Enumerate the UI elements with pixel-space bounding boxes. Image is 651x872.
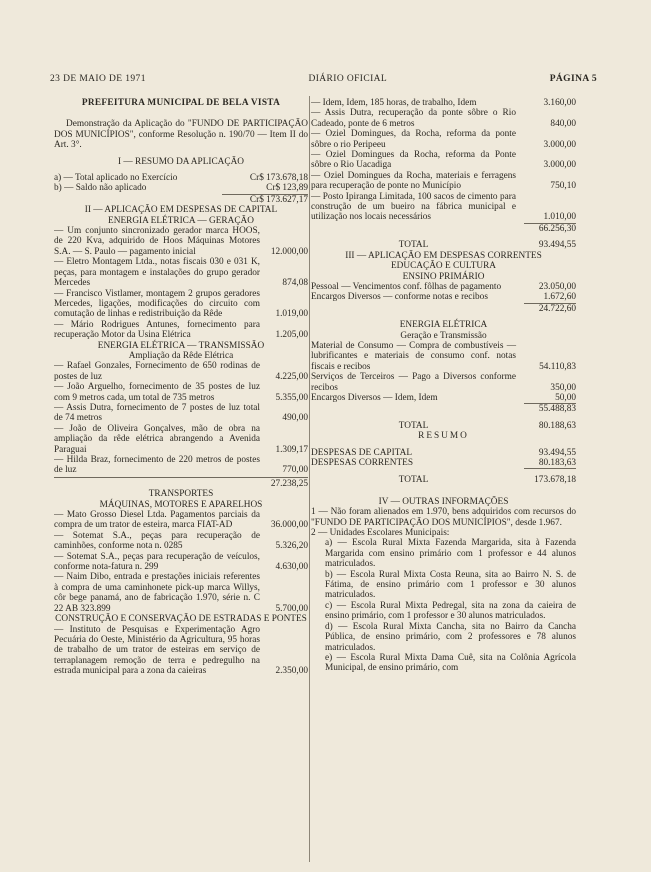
header-paper-name: DIÁRIO OFICIAL [308, 74, 388, 84]
resumo-label: DESPESAS CORRENTES [311, 458, 414, 468]
total-value: 80.188,63 [538, 420, 576, 431]
expense-entry [311, 341, 576, 372]
expense-entry [54, 552, 308, 573]
entry-text: — Oziel Domingues da Rocha, materiais e ferragens para recuperação de ponte no Município [311, 170, 516, 192]
entry-amount: 36.000,00 [270, 520, 308, 531]
resumo-value: 93.494,55 [538, 447, 576, 458]
expense-entry [54, 531, 308, 552]
entry-text: — Mário Rodrigues Antunes, fornecimento para recuperação Motor da Usina Elétrica [54, 319, 260, 341]
subtotal-value: 66.256,30 [538, 223, 576, 234]
entry-amount: 5.326,20 [275, 541, 308, 552]
entry-text: — Hilda Braz, fornecimento de 220 metros de postes de luz [54, 455, 260, 476]
entry-amount: 5.700,00 [275, 603, 308, 614]
entry-amount: 1.309,17 [275, 444, 308, 455]
school-item: b) — Escola Rural Mixta Costa Reuna, sita ao Bairro N. S. de Fátima, de ensino primário com 1 professor e 30 alunos matriculados. [325, 569, 576, 601]
summary-line [54, 183, 308, 193]
expense-entry [311, 393, 576, 403]
expense-entry [311, 192, 576, 223]
expense-entry [54, 625, 308, 677]
entry-text: — Assis Dutra, recuperação da ponte sôbre o Rio Cadeado, ponte de 6 metros [311, 108, 516, 129]
entry-amount: 4.630,00 [275, 562, 308, 573]
entry-amount: 3.000,00 [543, 139, 576, 150]
entry-amount: 874,08 [282, 278, 308, 289]
entry-text: Pessoal — Vencimentos conf. fôlhas de pagamento [311, 281, 502, 292]
entry-amount: 750,10 [550, 181, 576, 192]
entry-amount: 23.050,00 [538, 281, 576, 292]
total-value: 173.678,18 [534, 475, 576, 486]
resumo-label: DESPESAS DE CAPITAL [311, 447, 413, 458]
expense-entry [311, 150, 576, 171]
school-item: a) — Escola Rural Mixta Fazenda Margarida, sita à Fazenda Margarida com ensino primário com 1 professor e 44 alunos matriculados. [325, 538, 576, 570]
expense-entry [54, 289, 308, 320]
expense-entry [311, 129, 576, 150]
entry-text: Encargos Diversos — conforme notas e recibos [311, 292, 488, 303]
info-item: 2 — Unidades Escolares Municipais: [311, 528, 450, 539]
entry-amount: 3.160,00 [543, 98, 576, 108]
resumo-line [311, 458, 576, 468]
subtotal-value: 55.488,83 [538, 404, 576, 415]
resumo-line [311, 448, 576, 458]
expense-entry [311, 108, 576, 129]
entry-amount: 12.000,00 [270, 246, 308, 257]
subtotal-line [311, 304, 576, 314]
entry-text: — Francisco Vistlamer, montagem 2 grupos geradores Mercedes, ligações, modificações do circuito com comutação de linhas e redistribuição da Rêde [54, 288, 260, 320]
subtotal-line [311, 404, 576, 414]
entry-text: Encargos Diversos — Idem, Idem [311, 392, 438, 403]
subsection-heading: ENERGIA ELÉTRICA — TRANSMISSÃO [97, 340, 265, 351]
expense-entry [54, 361, 308, 382]
header-page-number: PÁGINA 5 [549, 74, 597, 84]
school-item: e) — Escola Rural Mixta Dama Cuê, sita na Colônia Agrícola Municipal, de ensino primário, com [325, 652, 576, 674]
entry-text: — Um conjunto sincronizado gerador marca HOOS, de 220 Kva, adquirido de Hoos Máquinas Motores S.A. — S. Paulo — pagamento inicial [54, 226, 260, 257]
entry-amount: 1.205,00 [275, 330, 308, 341]
expense-entry [311, 282, 576, 292]
entry-text: — Sotemat S.A., peças para recuperação de caminhões, conforme nota n. 0285 [54, 530, 260, 552]
entry-text: — Assis Dutra, fornecimento de 7 postes de luz total de 74 metros [54, 402, 260, 424]
expense-entry [54, 403, 308, 424]
section-heading: I — RESUMO DA APLICAÇÃO [117, 156, 245, 167]
resumo-value: 80.183,63 [538, 458, 576, 468]
entry-amount: 490,00 [282, 413, 308, 424]
entry-amount: 1.010,00 [543, 212, 576, 223]
total-label: TOTAL [398, 420, 429, 431]
summary-line [54, 173, 308, 183]
summary-total-value: Cr$ 173.627,17 [249, 194, 308, 205]
expense-entry [54, 320, 308, 341]
entry-amount: 3.000,00 [543, 160, 576, 171]
summary-total [54, 195, 308, 205]
entry-amount: 1.672,60 [543, 292, 576, 303]
section-heading: III — APLICAÇÃO EM DESPESAS CORRENTES [345, 250, 542, 261]
total-line [311, 421, 576, 431]
subsection-heading: EDUCAÇÃO E CULTURA [390, 261, 497, 272]
entry-amount: 840,00 [550, 118, 576, 129]
entry-text: — Eletro Montagem Ltda., notas fiscais 030 e 031 K, peças, para montagem e instalações do grupo gerador Mercedes [54, 257, 260, 289]
subsection-subheading: Geração e Transmissão [400, 330, 487, 341]
entry-amount: 770,00 [282, 465, 308, 476]
subtotal-line [311, 224, 576, 234]
entry-text: Material de Consumo — Compra de combustíveis — lubrificantes e materiais de consumo conf. notas fiscais e recibos [311, 340, 516, 372]
entry-text: Serviços de Terceiros — Pago a Diversos conforme recibos [311, 372, 516, 393]
entry-text: — João Arguelho, fornecimento de 35 postes de luz com 9 metros cada, um total de 735 metros [54, 382, 260, 403]
section-heading: TRANSPORTES [148, 489, 214, 500]
expense-entry [54, 510, 308, 531]
subsection-heading: ENERGIA ELÉTRICA [399, 320, 488, 331]
summary-value: Cr$ 123,89 [266, 183, 308, 194]
summary-label: b) — Saldo não aplicado [54, 183, 147, 194]
entry-text: — Posto Ipiranga Limitada, 100 sacos de cimento para construção de um bueiro na fábrica municipal e utilização nos locais necessários [311, 191, 516, 223]
header-date: 23 DE MAIO DE 1971 [50, 74, 146, 84]
expense-entry [54, 572, 308, 614]
subsection-heading: ENERGIA ELÉTRICA — GERAÇÃO [108, 215, 254, 226]
entry-amount: 50,00 [555, 392, 576, 403]
subsection-subheading: Ampliação da Rêde Elétrica [128, 350, 234, 361]
total-value: 93.494,55 [538, 240, 576, 251]
entry-text: — Idem, Idem, 185 horas, de trabalho, Idem [311, 98, 477, 108]
expense-entry [311, 171, 576, 192]
subtotal-value: 24.722,60 [538, 303, 576, 314]
entry-text: — Naim Dibo, entrada e prestações iniciais referentes à compra de uma caminhonete pick-up marca Willys, côr bege panamá, ano de fabricação 1.970, série n. C 22 AB 323.899 [54, 572, 260, 614]
subtotal-line [54, 479, 308, 489]
expense-entry [54, 424, 308, 455]
total-line [311, 475, 576, 485]
left-column [54, 98, 308, 864]
section-heading: II — APLICAÇÃO EM DESPESAS DE CAPITAL [84, 205, 278, 216]
document-title: PREFEITURA MUNICIPAL DE BELA VISTA [81, 98, 281, 108]
expense-entry [54, 226, 308, 257]
summary-value: Cr$ 173.678,18 [249, 173, 308, 184]
expense-entry [54, 382, 308, 403]
intro-paragraph: Demonstração da Aplicação do "FUNDO DE PARTICIPAÇÃO DOS MUNICÍPIOS", conforme Resolução n. 190/70 — Item II do Art. 3°. [54, 119, 308, 151]
section-heading: CONSTRUÇÃO E CONSERVAÇÃO DE ESTRADAS E PONTES [55, 614, 307, 625]
entry-amount: 2.350,00 [275, 666, 308, 677]
school-item: c) — Escola Rural Mixta Pedregal, sita na zona da caieira de ensino primário, com 1 professor e 30 alunos matriculados. [325, 600, 576, 622]
entry-text: — João de Oliveira Gonçalves, mão de obra na ampliação da rêde elétrica abrangendo a Avenida Paraguai [54, 423, 260, 455]
subsection-subheading: ENSINO PRIMÁRIO [402, 271, 485, 282]
school-item: d) — Escola Rural Mixta Cancha, sita no Bairro da Cancha Pública, de ensino primário, com 2 professores e 78 alunos matriculados. [325, 621, 576, 653]
entry-amount: 350,00 [550, 382, 576, 393]
info-item: 1 — Não foram alienados em 1.970, bens adquiridos com recursos do "FUNDO DE PARTICIPAÇÃO DOS MUNICÍPIOS", desde 1.967. [311, 507, 576, 528]
entry-text: — Oziel Domingues da Rocha, reforma da Ponte sôbre o Rio Uacadiga [311, 150, 516, 171]
entry-amount: 54.110,83 [539, 361, 576, 372]
expense-entry [311, 292, 576, 302]
page-header [50, 74, 597, 90]
subtotal-value: 27.238,25 [270, 478, 308, 489]
entry-text: — Instituto de Pesquisas e Experimentação Agro Pecuária do Oeste, Ministério da Agricultura, 95 horas de trabalho de um trator de esteiras em serviço de terraplanagem remoção de terra e pedregulho na estrada municipal para a zona da caieiras [54, 624, 260, 677]
entry-amount: 5.355,00 [275, 392, 308, 403]
expense-entry [54, 257, 308, 288]
expense-entry [54, 455, 308, 476]
resumo-heading: RESUMO [418, 431, 469, 442]
entry-amount: 1.019,00 [275, 309, 308, 320]
entry-text: — Sotemat S.A., peças para recuperação de veículos, conforme nota-fatura n. 299 [54, 551, 260, 573]
expense-entry [311, 98, 576, 108]
total-line [311, 240, 576, 250]
entry-amount: 4.225,00 [275, 371, 308, 382]
entry-text: — Rafael Gonzales, Fornecimento de 650 rodinas de postes de luz [54, 361, 260, 382]
summary-label: a) — Total aplicado no Exercício [54, 173, 178, 184]
right-column [311, 98, 576, 864]
total-label: TOTAL [398, 475, 429, 486]
total-label: TOTAL [398, 240, 429, 251]
column-divider [309, 96, 310, 862]
expense-entry [311, 372, 576, 393]
subsection-heading: MÁQUINAS, MOTORES E APARELHOS [99, 499, 263, 510]
entry-text: — Mato Grosso Diesel Ltda. Pagamentos parciais da compra de um trator de esteira, marca FIAT-AD [54, 510, 260, 531]
section-heading: IV — OUTRAS INFORMAÇÕES [378, 496, 509, 507]
entry-text: — Oziel Domingues, da Rocha, reforma da ponte sôbre o rio Peripeeu [311, 129, 516, 150]
